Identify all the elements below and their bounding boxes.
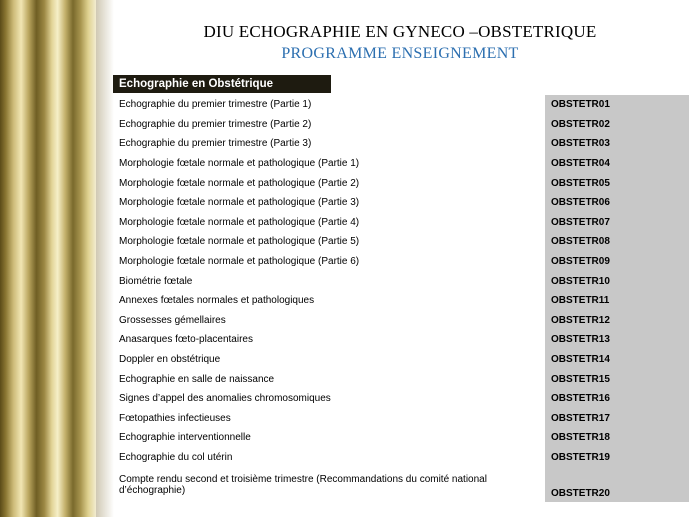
course-title: Annexes fœtales normales et pathologiques <box>119 295 315 307</box>
course-title: Echographie du premier trimestre (Partie 2) <box>119 118 312 130</box>
course-title: Echographie du premier trimestre (Partie 3) <box>119 138 312 150</box>
course-title: Morphologie fœtale normale et pathologique (Partie 1) <box>119 158 360 170</box>
section-header: Echographie en Obstétrique <box>113 75 331 93</box>
course-code: OBSTETR08 <box>545 232 689 252</box>
table-row <box>113 271 689 291</box>
course-code: OBSTETR12 <box>545 311 689 331</box>
table-row <box>113 115 689 135</box>
course-code: OBSTETR17 <box>545 409 689 429</box>
table-row <box>113 428 689 448</box>
table-row <box>113 154 689 174</box>
course-code: OBSTETR03 <box>545 134 689 154</box>
course-code: OBSTETR13 <box>545 330 689 350</box>
table-row <box>113 369 689 389</box>
decorative-side-band <box>0 0 96 517</box>
course-title: Morphologie fœtale normale et pathologique (Partie 4) <box>119 216 360 228</box>
course-title: Fœtopathies infectieuses <box>119 412 231 424</box>
course-code: OBSTETR14 <box>545 350 689 370</box>
course-title: Echographie du premier trimestre (Partie 1) <box>119 99 312 111</box>
program-table-body <box>113 95 689 502</box>
course-code: OBSTETR18 <box>545 428 689 448</box>
course-title: Biométrie fœtale <box>119 275 193 287</box>
course-title: Signes d’appel des anomalies chromosomiques <box>119 393 331 405</box>
course-code: OBSTETR04 <box>545 154 689 174</box>
page-title: DIU ECHOGRAPHIE EN GYNECO –OBSTETRIQUE <box>203 22 597 41</box>
course-title: Echographie en salle de naissance <box>119 373 275 385</box>
course-code: OBSTETR20 <box>545 467 689 502</box>
table-row <box>113 95 689 115</box>
course-title: Morphologie fœtale normale et pathologique (Partie 2) <box>119 177 360 189</box>
course-title: Morphologie fœtale normale et pathologique (Partie 5) <box>119 236 360 248</box>
course-code: OBSTETR01 <box>545 95 689 115</box>
course-title: Doppler en obstétrique <box>119 354 221 366</box>
table-row <box>113 193 689 213</box>
table-row <box>113 232 689 252</box>
course-title: Anasarques fœto-placentaires <box>119 334 253 346</box>
course-code: OBSTETR06 <box>545 193 689 213</box>
table-row <box>113 350 689 370</box>
page-subtitle: PROGRAMME ENSEIGNEMENT <box>281 45 519 62</box>
course-title: Compte rendu second et troisième trimestre (Recommandations du comité national d’échographie) <box>119 473 487 496</box>
table-row <box>113 291 689 311</box>
course-code: OBSTETR05 <box>545 173 689 193</box>
course-title: Echographie interventionnelle <box>119 432 251 444</box>
program-table <box>113 95 689 502</box>
course-code: OBSTETR16 <box>545 389 689 409</box>
table-row <box>113 409 689 429</box>
course-code: OBSTETR09 <box>545 252 689 272</box>
course-title: Morphologie fœtale normale et pathologique (Partie 3) <box>119 197 360 209</box>
table-row <box>113 252 689 272</box>
course-title: Echographie du col utérin <box>119 451 233 463</box>
course-code: OBSTETR11 <box>545 291 689 311</box>
course-code: OBSTETR10 <box>545 271 689 291</box>
table-row <box>113 134 689 154</box>
table-row <box>113 330 689 350</box>
course-code: OBSTETR19 <box>545 448 689 468</box>
table-row <box>113 311 689 331</box>
course-title: Grossesses gémellaires <box>119 314 226 326</box>
table-row <box>113 467 689 502</box>
course-code: OBSTETR15 <box>545 369 689 389</box>
table-row <box>113 389 689 409</box>
course-code: OBSTETR02 <box>545 115 689 135</box>
course-title: Morphologie fœtale normale et pathologique (Partie 6) <box>119 256 360 268</box>
table-row <box>113 213 689 233</box>
table-row <box>113 173 689 193</box>
table-row <box>113 448 689 468</box>
course-code: OBSTETR07 <box>545 213 689 233</box>
